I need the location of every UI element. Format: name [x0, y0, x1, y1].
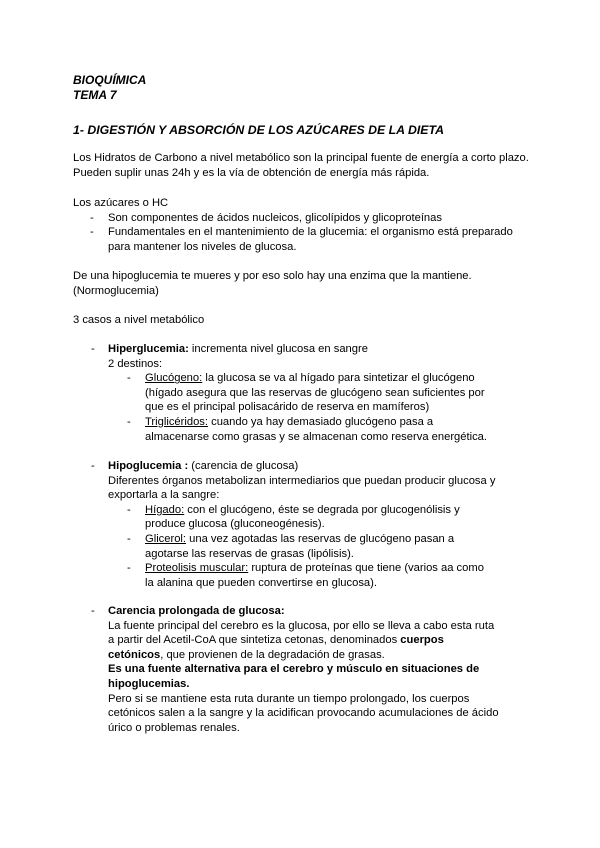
section-title: 1- DIGESTIÓN Y ABSORCIÓN DE LOS AZÚCARES DE LA DIETA: [73, 123, 444, 137]
dash-bullet: -: [90, 211, 94, 224]
list-item: - Son componentes de ácidos nucleicos, glicolípidos y glicoproteínas: [90, 211, 442, 224]
list-item: - Hígado: con el glucógeno, éste se degrada por glucogenólisis y produce glucosa (gluconeogénesis).: [127, 503, 460, 531]
hyperglycemia-block: [91, 342, 501, 444]
list-item: - Fundamentales en el mantenimiento de la glucemia: el organismo está preparado para mantener los niveles de glucosa.: [90, 226, 513, 253]
list-item: - Hiperglucemia: incrementa nivel glucosa en sangre: [91, 343, 368, 355]
list-item: - Glicerol: una vez agotadas las reservas de glucógeno pasan a agotarse las reservas de grasas (lipólisis).: [127, 532, 455, 560]
dash-bullet: -: [91, 343, 95, 355]
dash-bullet: -: [127, 503, 131, 516]
dash-bullet: -: [91, 460, 95, 472]
prolonged-deficiency-block: [91, 604, 501, 735]
list-item: - Carencia prolongada de glucosa:: [91, 605, 285, 617]
carencia-paragraph-2: Pero si se mantiene esta ruta durante un tiempo prolongado, los cuerpos cetónicos salen a la sangre y la acidifican provocando acumulaciones de ácido úrico o problemas renales.: [108, 692, 499, 734]
dash-bullet: -: [127, 372, 131, 385]
sugars-heading: Los azúcares o HC: [73, 197, 169, 209]
sugars-section: [73, 196, 543, 254]
destinos-label: 2 destinos:: [108, 357, 163, 370]
subject-title: BIOQUÍMICA: [73, 73, 147, 87]
list-item: - Proteolisis muscular: ruptura de proteínas que tiene (varios aa como la alanina que pueden convertirse en glucosa).: [127, 562, 484, 589]
document-header: [73, 73, 543, 102]
list-item: - Triglicéridos: cuando ya hay demasiado glucógeno pasa a almacenarse como grasas y se almacenan como reserva energética.: [127, 415, 488, 443]
intro-paragraph: [73, 151, 543, 180]
dash-bullet: -: [91, 605, 95, 617]
topic-title: TEMA 7: [73, 87, 117, 102]
carencia-paragraph-1: La fuente principal del cerebro es la glucosa, por ello se lleva a cabo esta ruta a partir del Acetil-CoA que sintetiza cetonas, denominados cuerpos cetónicos, que provienen de la degradación de grasas.: [108, 619, 495, 661]
dash-bullet: -: [90, 226, 94, 239]
hypoglycemia-block: [91, 459, 501, 590]
intro-line-1: Los Hidratos de Carbono a nivel metabólico son la principal fuente de energía a corto plazo.: [73, 152, 529, 164]
intro-line-2: Pueden suplir unas 24h y es la vía de obtención de energía más rápida.: [73, 166, 430, 179]
list-item: - Hipoglucemia : (carencia de glucosa): [91, 460, 299, 472]
dash-bullet: -: [127, 562, 131, 575]
dash-bullet: -: [127, 415, 131, 428]
hypoglycemia-note: De una hipoglucemia te mueres y por eso solo hay una enzima que la mantiene. (Normoglucemia): [73, 270, 472, 297]
hypo-text: Diferentes órganos metabolizan intermediarios que puedan producir glucosa y exportarla a la sangre:: [108, 474, 496, 502]
list-item: - Glucógeno: la glucosa se va al hígado para sintetizar el glucógeno (hígado asegura que las reservas de glucógeno sean suficientes por que es el principal polisacárido de reserva en mamíferos): [127, 372, 485, 414]
carencia-bold-statement: Es una fuente alternativa para el cerebro y músculo en situaciones de hipoglucemias.: [108, 663, 480, 690]
cases-heading: 3 casos a nivel metabólico: [73, 314, 205, 326]
dash-bullet: -: [127, 532, 131, 545]
